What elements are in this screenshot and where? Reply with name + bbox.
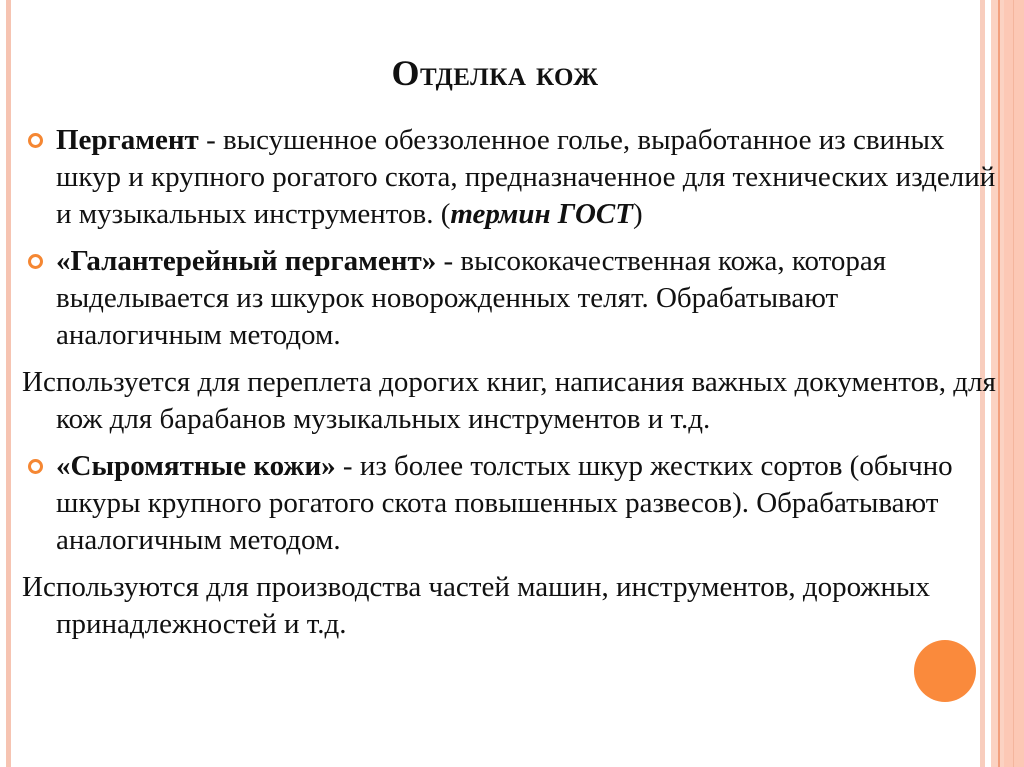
term: «Сыромятные кожи» — [56, 450, 336, 482]
bullet-item-haberdashery-parchment — [22, 243, 997, 354]
definition: - высококачественная кожа, которая выделывается из шкурок новорожденных телят. Обрабатывают аналогичным методом. — [56, 245, 887, 351]
ring-bullet-icon — [28, 133, 43, 148]
stripe — [998, 0, 1000, 767]
stripe — [1013, 0, 1014, 767]
gost-note: термин ГОСТ — [450, 198, 633, 230]
left-decorative-stripe — [6, 0, 11, 767]
usage-paragraph-2: Используются для производства частей машин, инструментов, дорожных принадлежностей и т.д. — [22, 571, 930, 640]
definition: - из более толстых шкур жестких сортов (обычно шкуры крупного рогатого скота повышенных развесов). Обрабатывают аналогичным методом. — [56, 450, 953, 556]
definition: - высушенное обеззоленное голье, выработанное из свиных шкур и крупного рогатого скота, предназначенное для технических изделий и музыкальных инструментов. ( — [56, 124, 996, 230]
usage-paragraph-1: Используется для переплета дорогих книг, написания важных документов, для кож для барабанов музыкальных инструментов и т.д. — [22, 366, 996, 435]
stripe — [1004, 0, 1024, 767]
bullet-item-rawhide — [22, 448, 997, 559]
bullet-item-parchment: Пергамент - высушенное обеззоленное голье, выработанное из свиных шкур и крупного рогатого скота, предназначенное для технических изделий и музыкальных инструментов. (термин ГОСТ) — [22, 122, 997, 233]
slide-title: Отделка кож — [391, 53, 599, 93]
ring-bullet-icon — [28, 254, 43, 269]
decorative-orange-circle-icon — [914, 640, 976, 702]
ring-bullet-icon — [28, 459, 43, 474]
term: Пергамент — [56, 124, 199, 156]
slide-content — [22, 122, 997, 653]
term: «Галантерейный пергамент» — [56, 245, 437, 277]
